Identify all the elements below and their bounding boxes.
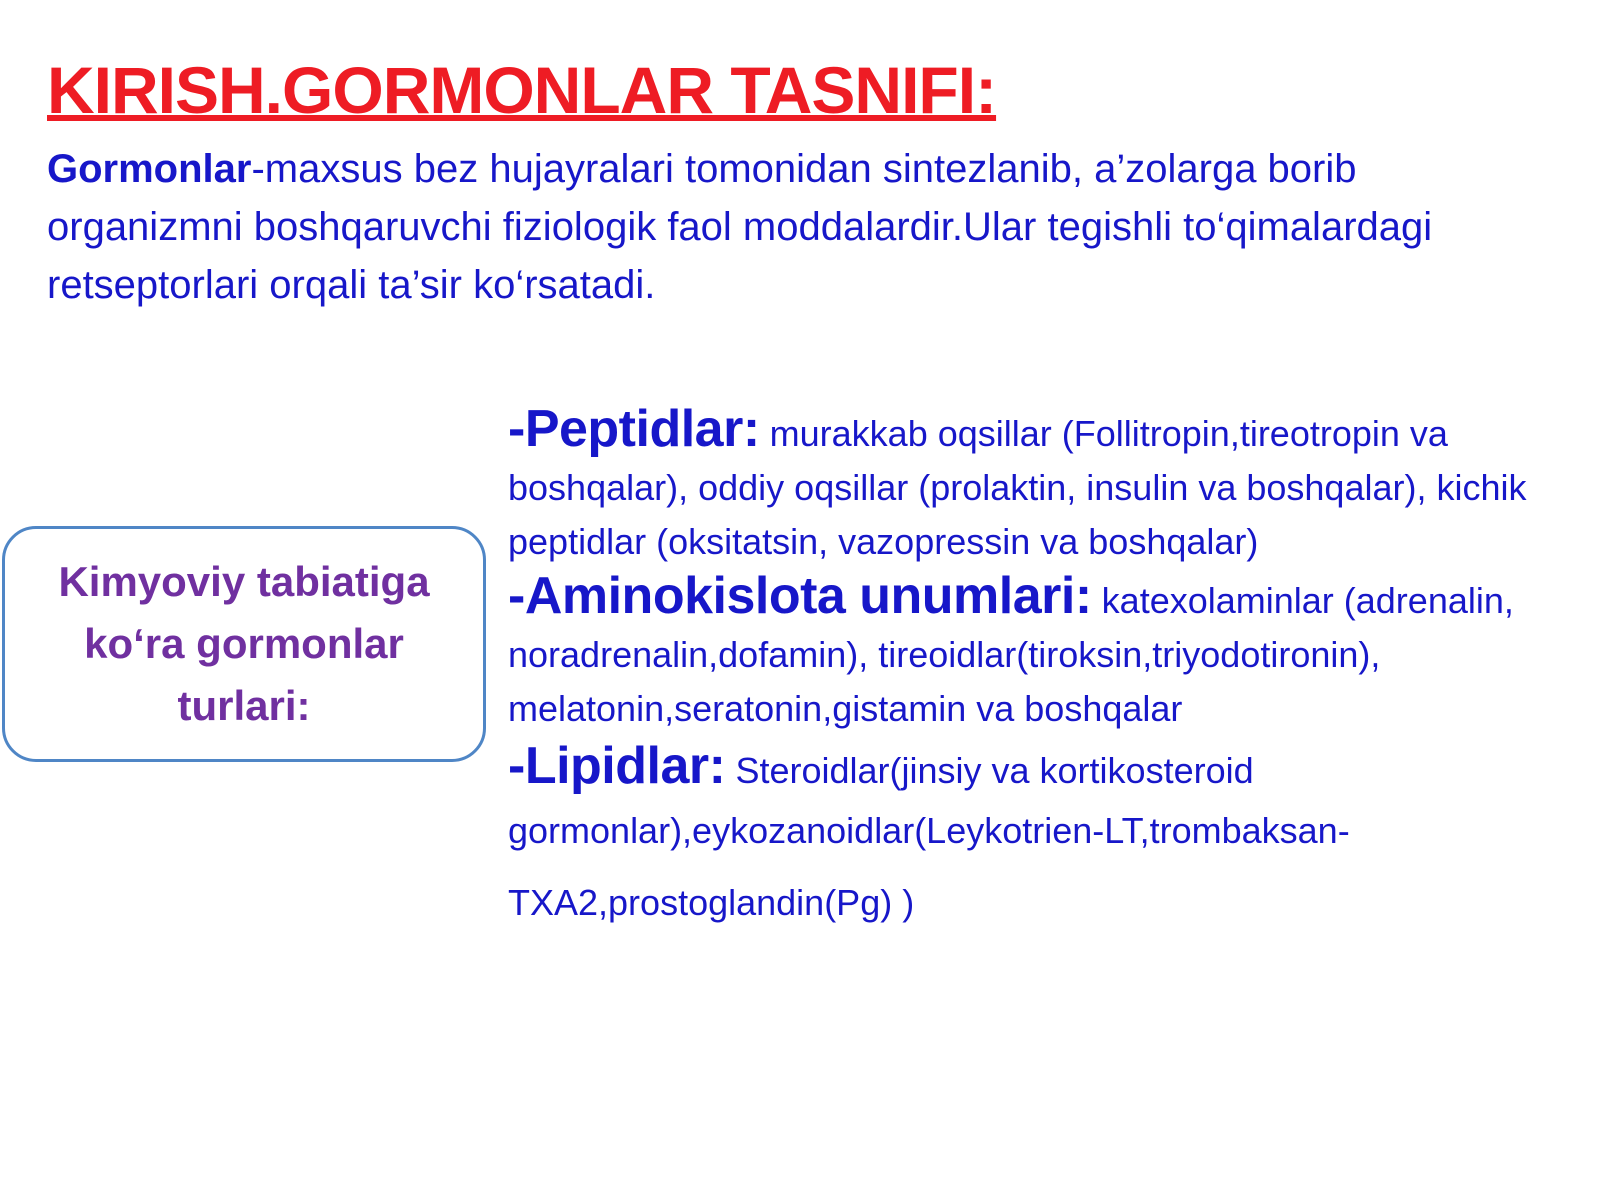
intro-text: -maxsus bez hujayralari tomonidan sintezlanib, a’zolarga borib organizmni boshqaruvchi fiziologik faol moddalardir.Ular tegishli to‘qimalardagi retseptorlari orqali ta’sir ko‘rsatadi.	[47, 147, 1433, 307]
type-peptides-name: -Peptidlar:	[508, 400, 760, 458]
type-lipids-description: Steroidlar(jinsiy va kortikosteroid gormonlar),eykozanoidlar(Leykotrien-LT,trombaksan-	[508, 750, 1350, 851]
type-amino-acid-derivatives-description: katexolaminlar (adrenalin, noradrenalin,dofamin), tireoidlar(tiroksin,triyodotironin), melatonin,seratonin,gistamin va boshqalar	[508, 580, 1514, 729]
type-lipids-description-end: TXA2,prostoglandin(Pg) )	[508, 882, 915, 923]
intro-term: Gormonlar	[47, 147, 252, 191]
type-peptides-description: murakkab oqsillar (Follitropin,tireotropin va boshqalar), oddiy oqsillar (prolaktin, insulin va boshqalar), kichik peptidlar (oksitatsin, vazopressin va boshqalar)	[508, 413, 1527, 562]
type-lipids	[508, 736, 1568, 933]
intro-paragraph	[47, 140, 1547, 314]
type-amino-acid-derivatives	[508, 569, 1568, 736]
type-amino-acid-derivatives-name: -Aminokislota unumlari:	[508, 567, 1092, 625]
category-label: Kimyoviy tabiatiga ko‘ra gormonlar turlari:	[58, 558, 430, 729]
type-lipids-name: -Lipidlar:	[508, 737, 726, 795]
category-box	[2, 526, 486, 762]
slide-title: KIRISH.GORMONLAR TASNIFI:	[47, 53, 997, 127]
hormone-types-list	[508, 402, 1568, 933]
type-peptides	[508, 402, 1568, 569]
